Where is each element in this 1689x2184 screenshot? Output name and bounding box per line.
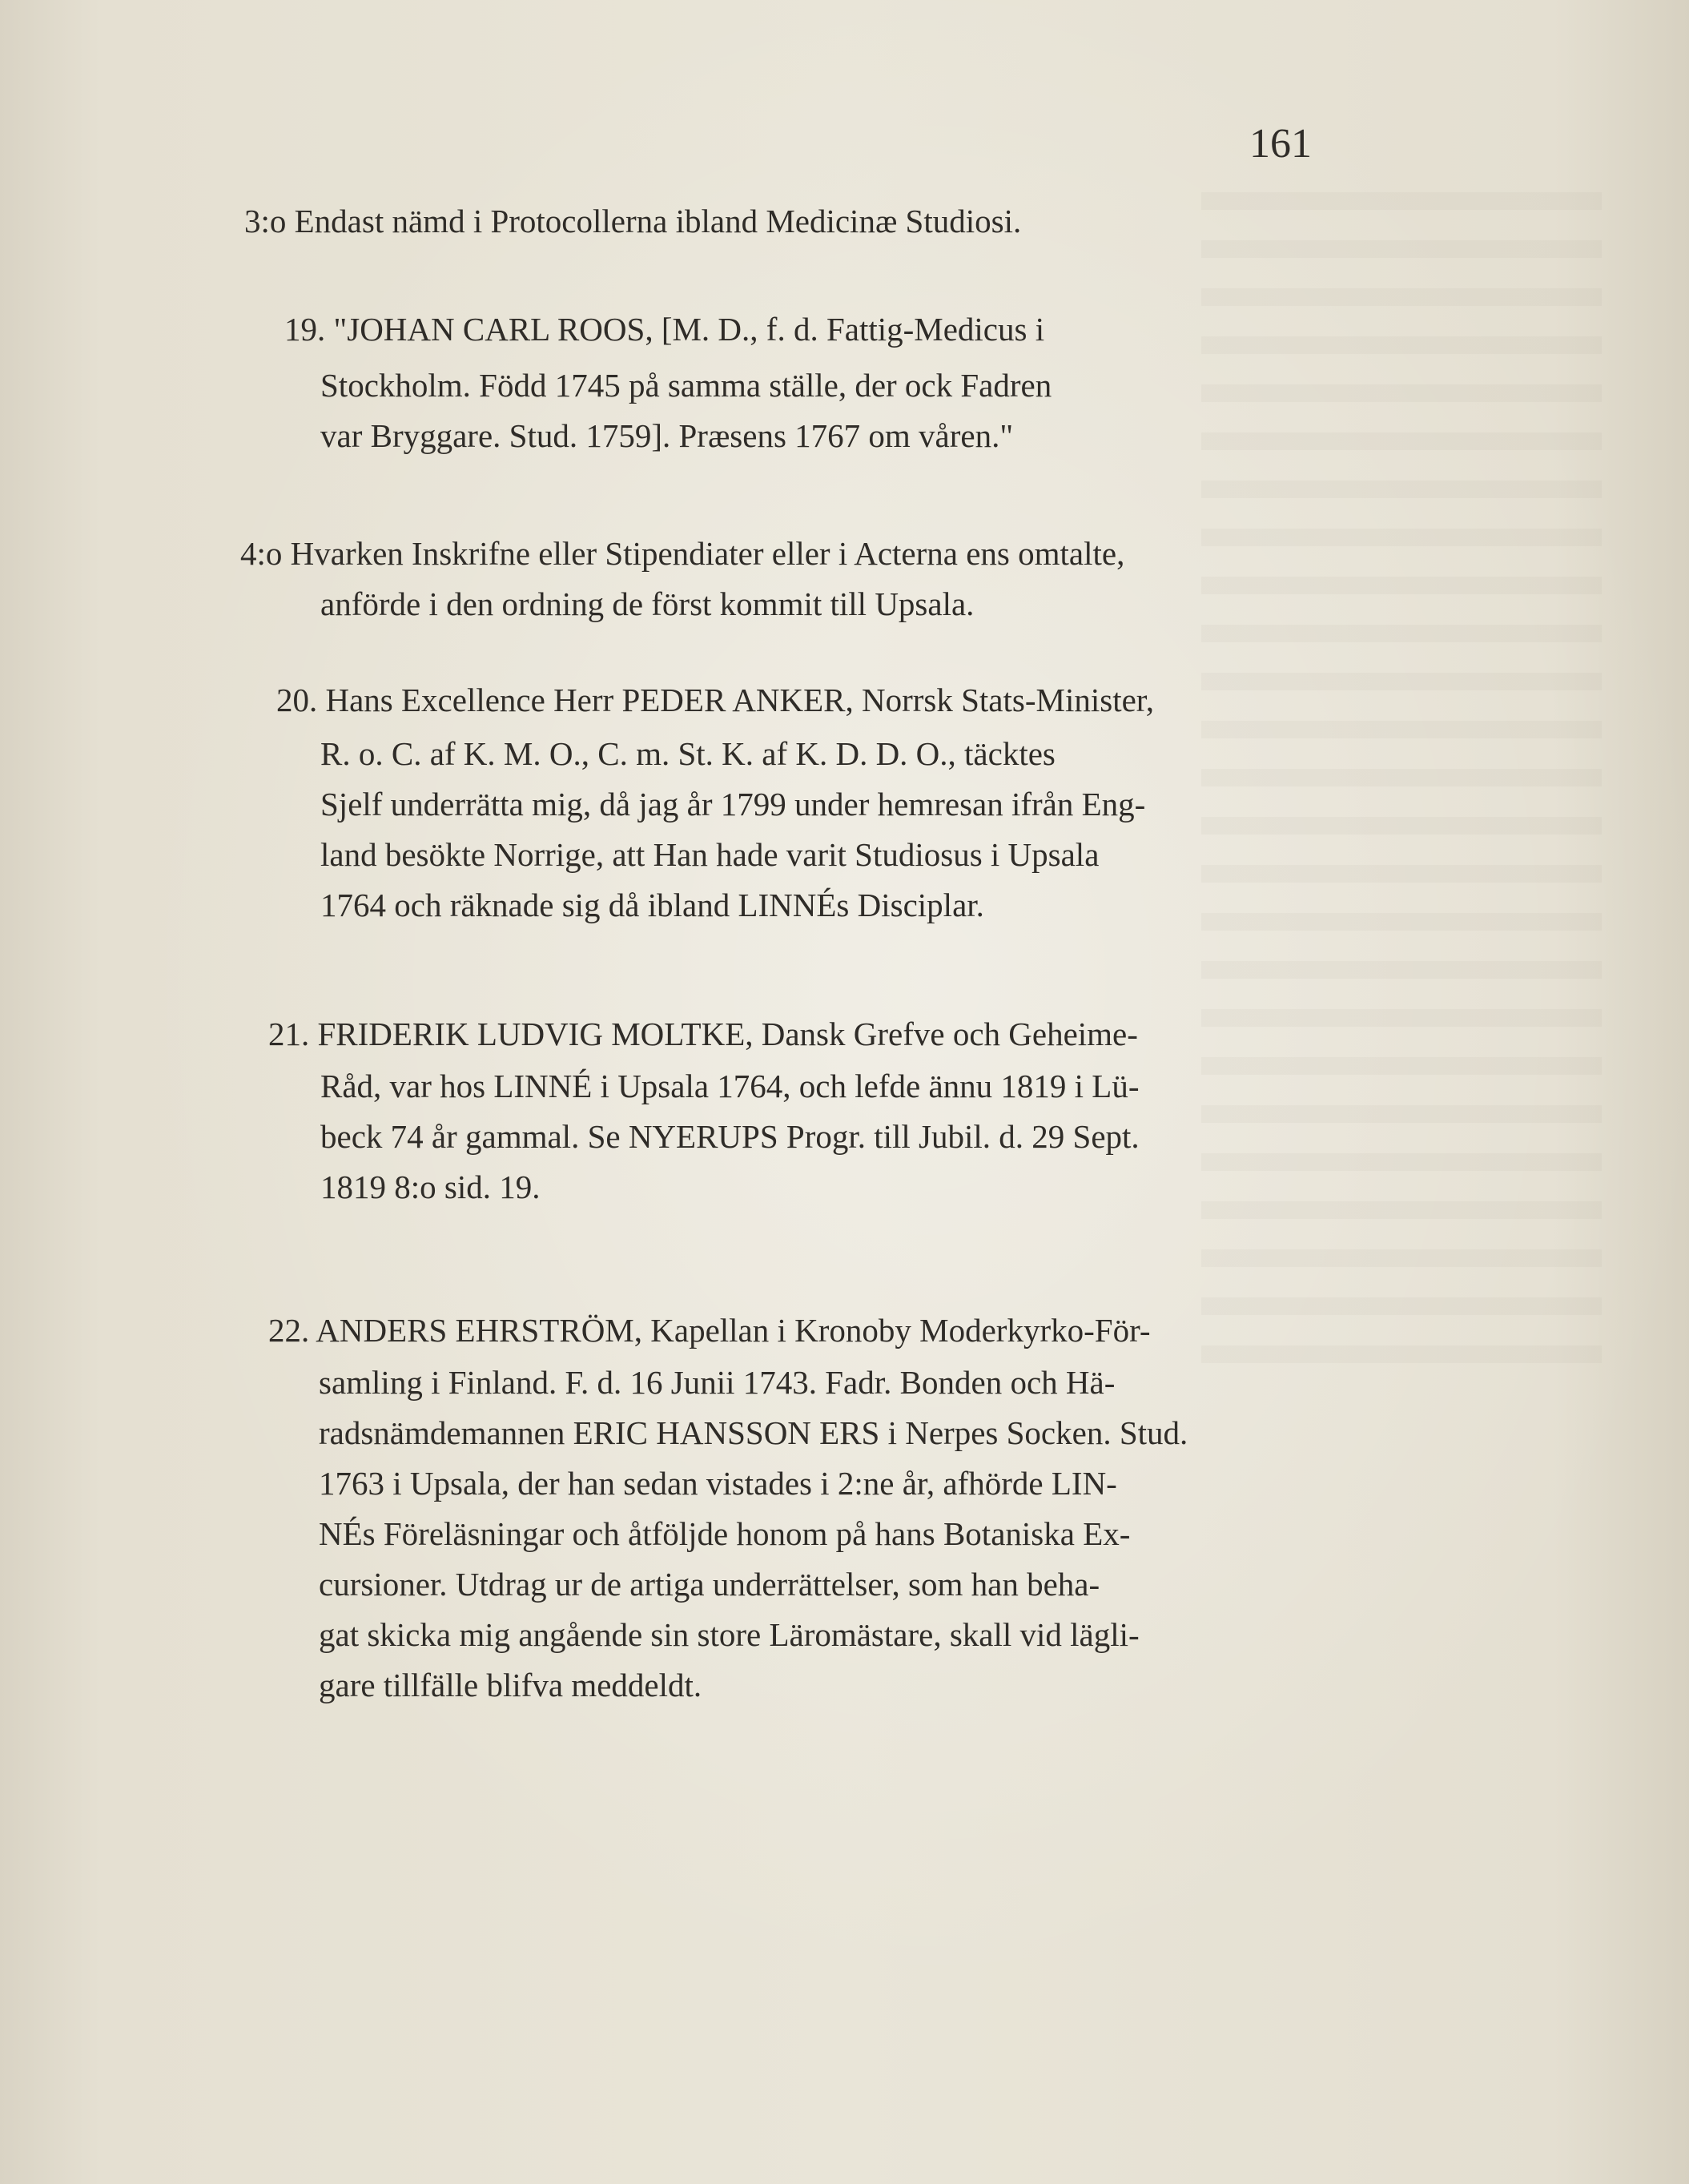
paragraph-19-continued	[320, 360, 1345, 461]
text-line: anförde i den ordning de först kommit till Upsala.	[320, 585, 975, 622]
text-line: 3:o Endast nämd i Protocollerna ibland Medicinæ Studiosi.	[244, 203, 1022, 239]
text-line: 1764 och räknade sig då ibland LINNÉs Disciplar.	[320, 887, 984, 923]
text-line: var Bryggare. Stud. 1759]. Præsens 1767 om våren."	[320, 417, 1014, 454]
text-line: 22. ANDERS EHRSTRÖM, Kapellan i Kronoby Moderkyrko-För-	[268, 1312, 1151, 1349]
paragraph-4o	[240, 529, 1353, 579]
text-line: 21. FRIDERIK LUDVIG MOLTKE, Dansk Grefve och Geheime-	[268, 1016, 1138, 1052]
page-number: 161	[1249, 121, 1312, 167]
text-line: gare tillfälle blifva meddeldt.	[319, 1667, 702, 1703]
paragraph-4o-continued	[320, 579, 1353, 629]
paragraph-21	[268, 1009, 1349, 1060]
paragraph-22	[268, 1305, 1349, 1356]
paragraph-21-continued	[320, 1061, 1349, 1213]
text-line: 4:o Hvarken Inskrifne eller Stipendiater eller i Acterna ens omtalte,	[240, 535, 1125, 572]
text-line: 19. "JOHAN CARL ROOS, [M. D., f. d. Fattig-Medicus i	[284, 311, 1045, 348]
text-line: 20. Hans Excellence Herr PEDER ANKER, Norrsk Stats-Minister,	[276, 682, 1155, 718]
paragraph-22-continued	[319, 1357, 1352, 1711]
paragraph-20	[276, 675, 1349, 726]
paragraph-20-continued	[320, 729, 1349, 931]
text-line: Sjelf underrätta mig, då jag år 1799 under hemresan ifrån Eng-	[320, 786, 1146, 823]
paragraph-19	[284, 304, 1341, 355]
text-line: R. o. C. af K. M. O., C. m. St. K. af K. D. D. O., täcktes	[320, 735, 1056, 772]
text-line: NÉs Föreläsningar och åtföljde honom på hans Botaniska Ex-	[319, 1515, 1131, 1552]
text-line: cursioner. Utdrag ur de artiga underrättelser, som han beha-	[319, 1566, 1100, 1603]
text-line: 1819 8:o sid. 19.	[320, 1168, 541, 1205]
text-line: 1763 i Upsala, der han sedan vistades i 2:ne år, afhörde LIN-	[319, 1465, 1117, 1502]
text-line: gat skicka mig angående sin store Läromästare, skall vid lägli-	[319, 1616, 1140, 1653]
text-line: beck 74 år gammal. Se NYERUPS Progr. till Jubil. d. 29 Sept.	[320, 1118, 1140, 1155]
text-line: Stockholm. Född 1745 på samma ställe, der ock Fadren	[320, 367, 1052, 404]
text-line: land besökte Norrige, att Han hade varit Studiosus i Upsala	[320, 836, 1100, 873]
text-line: radsnämdemannen ERIC HANSSON ERS i Nerpes Socken. Stud.	[319, 1414, 1188, 1451]
paragraph-3o	[244, 196, 1021, 247]
text-line: samling i Finland. F. d. 16 Junii 1743. Fadr. Bonden och Hä-	[319, 1364, 1116, 1401]
text-line: Råd, var hos LINNÉ i Upsala 1764, och lefde ännu 1819 i Lü-	[320, 1068, 1140, 1104]
